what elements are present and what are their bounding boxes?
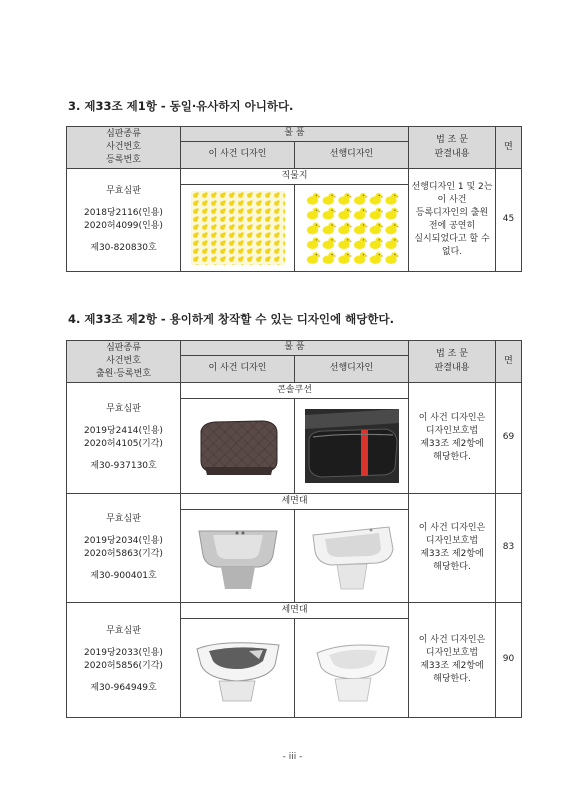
this-design-image (181, 510, 295, 603)
dark-bowl-sink-image (191, 631, 285, 705)
header-page: 면 (496, 127, 522, 169)
white-bowl-sink-image (305, 631, 399, 705)
section-4-heading: 4. 제33조 제2항 - 용이하게 창작할 수 있는 디자인에 해당한다. (68, 312, 394, 326)
case-info-cell: 무효심판 2018당2116(인용) 2020허4099(인용) 제30-820830호 (67, 169, 181, 272)
section-3-heading: 3. 제33조 제1항 - 동일·유사하지 아니하다. (68, 99, 294, 113)
judgment-cell: 이 사건 디자인은 디자인보호법 제33조 제2항에 해당한다. (409, 383, 496, 494)
quilted-cushion-image (191, 409, 285, 483)
case-info-cell: 무효심판 2019당2033(인용) 2020허5856(기각) 제30-964949호 (67, 603, 181, 718)
header-prior-design: 선행디자인 (295, 356, 409, 383)
page-footer: - iii - (282, 752, 303, 762)
header-trial-case-reg: 심판종류 사건번호 등록번호 (67, 127, 181, 169)
header-trial-case-reg: 심판종류 사건번호 출원·등록번호 (67, 341, 181, 383)
product-name: 직물지 (181, 169, 409, 185)
product-name: 세면대 (181, 603, 409, 619)
case-info-cell: 무효심판 2019당2034(인용) 2020허5863(기각) 제30-900401호 (67, 494, 181, 603)
page-number: 83 (496, 494, 522, 603)
page-number: 45 (496, 169, 522, 272)
header-goods: 물 품 (181, 341, 409, 356)
header-this-design: 이 사건 디자인 (181, 142, 295, 169)
case-info-cell: 무효심판 2019당2414(인용) 2020허4105(기각) 제30-937130호 (67, 383, 181, 494)
page-number: 69 (496, 383, 522, 494)
header-goods: 물 품 (181, 127, 409, 142)
header-this-design: 이 사건 디자인 (181, 356, 295, 383)
header-page: 면 (496, 341, 522, 383)
judgment-cell: 이 사건 디자인은 디자인보호법 제33조 제2항에 해당한다. (409, 603, 496, 718)
prior-design-image (295, 399, 409, 494)
product-name: 콘솔쿠션 (181, 383, 409, 399)
prior-design-image (295, 185, 409, 272)
header-law-judgment: 법 조 문 판결내용 (409, 127, 496, 169)
prior-design-image (295, 619, 409, 718)
yellow-duck-fabric-small-image (191, 191, 285, 265)
gray-sink-image (191, 519, 285, 593)
header-prior-design: 선행디자인 (295, 142, 409, 169)
prior-design-image (295, 510, 409, 603)
judgment-cell: 이 사건 디자인은 디자인보호법 제33조 제2항에 해당한다. (409, 494, 496, 603)
yellow-duck-fabric-large-image (305, 191, 399, 265)
section-4-table (66, 340, 522, 718)
this-design-image (181, 399, 295, 494)
this-design-image (181, 619, 295, 718)
header-law-judgment: 법 조 문 판결내용 (409, 341, 496, 383)
page-number: 90 (496, 603, 522, 718)
car-console-cushion-image (305, 409, 399, 483)
this-design-image (181, 185, 295, 272)
section-3-table (66, 126, 522, 272)
product-name: 세면대 (181, 494, 409, 510)
judgment-cell: 선행디자인 1 및 2는 이 사건 등록디자인의 출원 전에 공연히 실시되었다고 할 수 없다. (409, 169, 496, 272)
white-sink-image (305, 519, 399, 593)
